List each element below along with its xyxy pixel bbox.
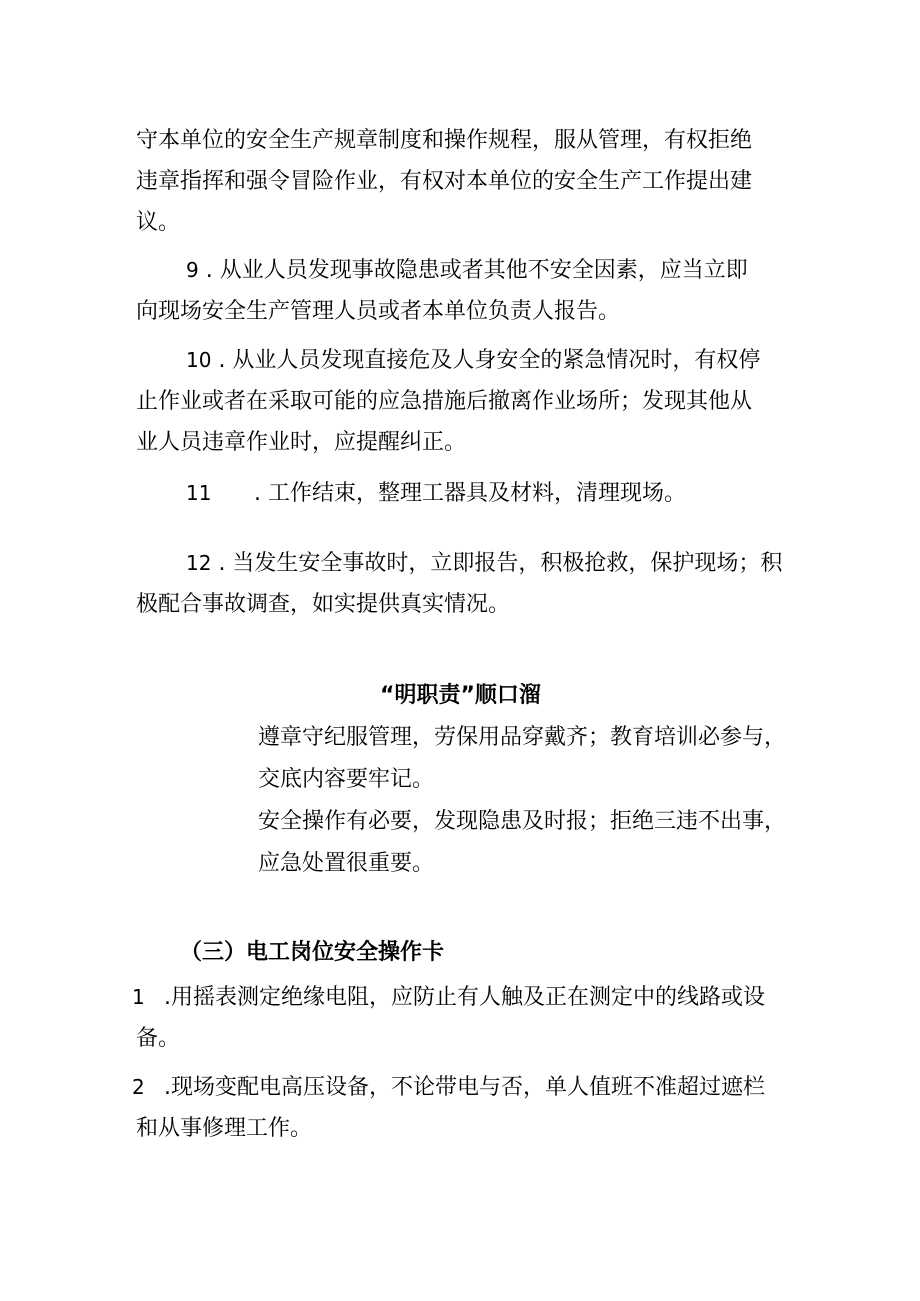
item-number: 2 xyxy=(132,1075,145,1099)
item-10-line-1: . 从业人员发现直接危及人身安全的紧急情况时，有权停 xyxy=(211,348,761,373)
item-10-line-2: 止作业或者在采取可能的应急措施后撤离作业场所；发现其他从 xyxy=(136,389,753,414)
item-9-line-1: . 从业人员发现事故隐患或者其他不安全因素，应当立即 xyxy=(198,258,748,283)
intro-paragraph xyxy=(136,120,788,243)
section-item-1-line-2: 备。 xyxy=(136,1026,181,1051)
rhyme-line: 应急处置很重要。 xyxy=(258,851,435,876)
rhyme-line: 安全操作有必要，发现隐患及时报；拒绝三违不出事， xyxy=(258,809,787,834)
intro-line-1: 守本单位的安全生产规章制度和操作规程，服从管理，有权拒绝 xyxy=(136,128,753,153)
item-number: 10 xyxy=(186,348,212,372)
item-number: 1 xyxy=(132,985,145,1009)
intro-line-2: 违章指挥和强令冒险作业，有权对本单位的安全生产工作提出建 xyxy=(136,169,753,194)
item-10-paragraph xyxy=(136,340,788,463)
section-item-2-line-1: .现场变配电高压设备，不论带电与否，单人值班不准超过遮栏 xyxy=(164,1075,765,1100)
section-item-2 xyxy=(132,1067,788,1149)
item-11-line-1: . 工作结束，整理工器具及材料，清理现场。 xyxy=(254,481,686,506)
section-item-1-line-1: .用摇表测定绝缘电阻，应防止有人触及正在测定中的线路或设 xyxy=(164,985,765,1010)
item-number: 12 xyxy=(186,551,212,575)
rhyme-line: 交底内容要牢记。 xyxy=(258,767,435,792)
section-item-2-line-2: 和从事修理工作。 xyxy=(136,1116,313,1141)
item-number: 11 xyxy=(186,481,212,505)
item-12-line-1: . 当发生安全事故时，立即报告，积极抢救，保护现场；积 xyxy=(211,551,783,576)
item-11-paragraph xyxy=(136,473,788,514)
section-item-1 xyxy=(132,977,788,1059)
item-number: 9 xyxy=(186,258,199,282)
intro-line-3: 议。 xyxy=(136,210,181,235)
item-12-line-2: 极配合事故调查，如实提供真实情况。 xyxy=(136,592,511,617)
item-12-paragraph xyxy=(136,543,788,625)
item-9-paragraph xyxy=(136,250,788,332)
rhyme-line: 遵章守纪服管理，劳保用品穿戴齐；教育培训必参与， xyxy=(258,725,787,750)
rhyme-verse xyxy=(258,717,798,885)
item-9-line-2: 向现场安全生产管理人员或者本单位负责人报告。 xyxy=(136,299,621,324)
section-title: （三）电工岗位安全操作卡 xyxy=(180,940,445,965)
item-10-line-3: 业人员违章作业时，应提醒纠正。 xyxy=(136,430,467,455)
rhyme-title: “明职责”顺口溜 xyxy=(380,683,541,708)
